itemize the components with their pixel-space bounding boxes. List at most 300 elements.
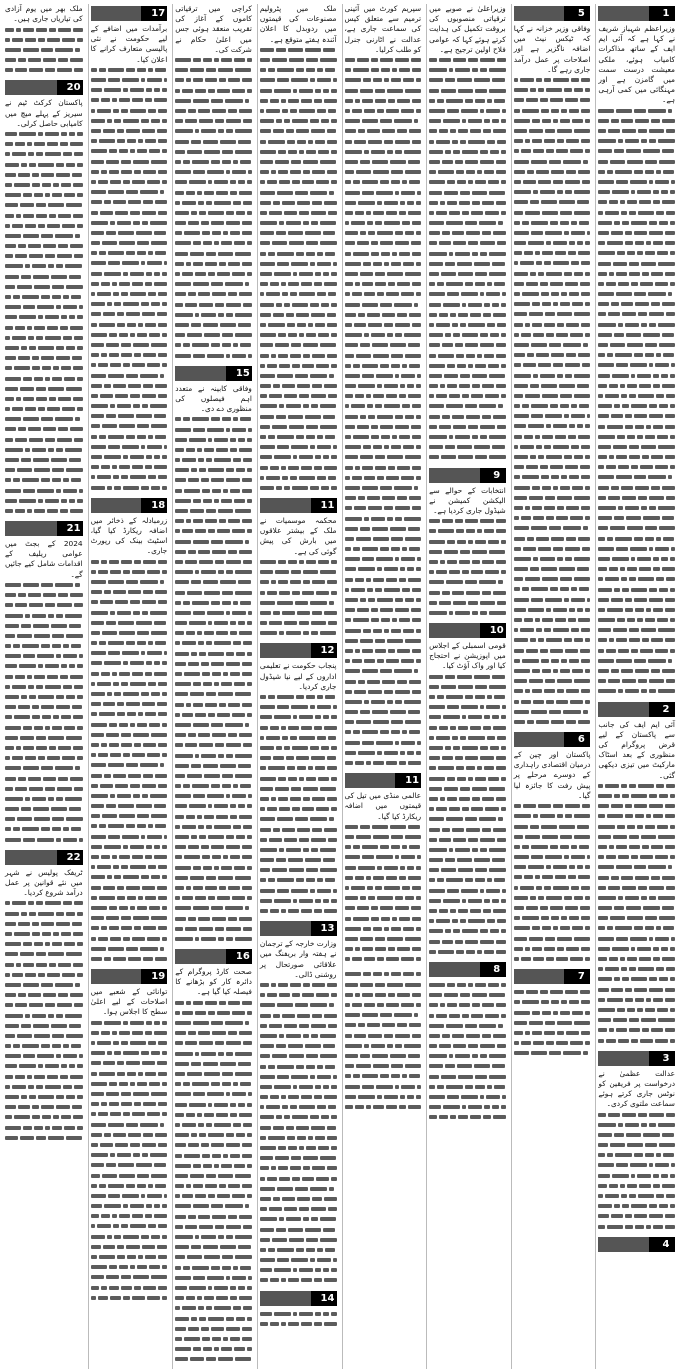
text-line — [598, 218, 675, 228]
text-line — [260, 598, 337, 608]
text-line — [345, 564, 422, 574]
text-line — [5, 353, 83, 363]
text-line — [5, 733, 83, 743]
text-line — [598, 635, 675, 645]
article-header — [260, 643, 337, 658]
text-line — [260, 361, 337, 371]
text-line — [260, 814, 337, 824]
text-line — [598, 544, 675, 554]
text-line — [429, 432, 506, 442]
text-line — [345, 116, 422, 126]
text-line — [175, 320, 252, 330]
text-line — [514, 923, 591, 933]
text-line — [598, 320, 675, 330]
text-line — [345, 758, 422, 768]
text-line — [91, 320, 168, 330]
text-line — [598, 391, 675, 401]
text-line — [91, 350, 168, 360]
text-line — [175, 1008, 252, 1018]
text-line — [175, 557, 252, 567]
text-line — [345, 842, 422, 852]
article-number: 17 — [149, 6, 167, 21]
text-line — [345, 524, 422, 534]
text-line — [260, 238, 337, 248]
text-line — [260, 804, 337, 814]
article-text: عالمی منڈی میں تیل کی قیمتوں میں اضافہ ریکارڈ کیا گیا۔ — [344, 791, 422, 821]
text-line — [91, 1089, 168, 1099]
text-line — [91, 1211, 168, 1221]
text-line — [175, 1161, 252, 1171]
text-line — [175, 791, 252, 801]
article-text: توانائی کے شعبے میں اصلاحات کے لیے اعلیٰ سطح کا اجلاس ہوا۔ — [90, 987, 168, 1017]
text-line — [429, 238, 506, 248]
text-line — [175, 1130, 252, 1140]
text-line — [175, 1079, 252, 1089]
text-line — [514, 852, 591, 862]
text-line — [429, 702, 506, 712]
text-line — [91, 1252, 168, 1262]
header-bar — [5, 521, 57, 536]
text-line — [260, 320, 337, 330]
text-line — [5, 1000, 83, 1010]
text-line — [514, 513, 591, 523]
text-line — [175, 1242, 252, 1252]
text-line — [429, 804, 506, 814]
text-line — [514, 350, 591, 360]
article-number: 11 — [319, 498, 337, 513]
text-line — [91, 207, 168, 217]
article-header — [429, 962, 506, 977]
text-line — [429, 330, 506, 340]
text-line — [175, 998, 252, 1008]
text-line — [514, 493, 591, 503]
text-line — [91, 842, 168, 852]
text-line — [514, 1038, 591, 1048]
text-line — [260, 875, 337, 885]
text-line — [5, 424, 83, 434]
text-line — [429, 371, 506, 381]
text-line — [91, 136, 168, 146]
text-line — [260, 96, 337, 106]
text-line — [598, 330, 675, 340]
text-line — [345, 493, 422, 503]
text-line — [345, 852, 422, 862]
text-line — [175, 228, 252, 238]
text-line — [598, 801, 675, 811]
text-line — [429, 763, 506, 773]
text-line — [429, 794, 506, 804]
text-line — [175, 238, 252, 248]
text-line — [514, 903, 591, 913]
text-line — [429, 361, 506, 371]
text-line — [5, 1021, 83, 1031]
text-line — [260, 1204, 337, 1214]
text-line — [260, 137, 337, 147]
text-line — [429, 75, 506, 85]
text-line — [5, 180, 83, 190]
text-line — [5, 610, 83, 620]
article-block — [260, 4, 337, 493]
text-line — [5, 149, 83, 159]
text-line — [91, 720, 168, 730]
text-line — [345, 198, 422, 208]
text-line — [514, 1018, 591, 1028]
text-line — [345, 687, 422, 697]
text-line — [5, 980, 83, 990]
text-line — [91, 146, 168, 156]
text-line — [260, 1010, 337, 1020]
text-line — [345, 615, 422, 625]
text-line — [429, 259, 506, 269]
text-line — [175, 1181, 252, 1191]
text-line — [598, 862, 675, 872]
text-line — [175, 689, 252, 699]
text-line — [345, 208, 422, 218]
text-line — [175, 1222, 252, 1232]
article-block — [5, 4, 83, 75]
text-line — [598, 371, 675, 381]
header-bar — [175, 366, 226, 381]
text-line — [91, 954, 168, 964]
text-line — [260, 1133, 337, 1143]
text-line — [429, 452, 506, 462]
text-line — [429, 824, 506, 834]
text-line — [5, 1112, 83, 1122]
text-line — [514, 811, 591, 821]
text-line — [429, 896, 506, 906]
text-line — [260, 371, 337, 381]
text-line — [175, 883, 252, 893]
text-line — [175, 486, 252, 496]
text-line — [260, 1153, 337, 1163]
text-line — [91, 1160, 168, 1170]
text-line — [514, 432, 591, 442]
text-line — [175, 1283, 252, 1293]
text-line — [5, 600, 83, 610]
text-line — [598, 1171, 675, 1181]
article-block — [260, 498, 337, 638]
text-line — [91, 1150, 168, 1160]
article-number: 14 — [319, 1291, 337, 1306]
text-line — [91, 309, 168, 319]
text-line — [345, 1031, 422, 1041]
article-block — [429, 4, 506, 463]
text-line — [175, 913, 252, 923]
article-text: وزیراعظم شہباز شریف نے کہا ہے کہ آئی ایم ایف کے ساتھ مذاکرات کامیاب ہوئے، ملکی معیشت درست سمت میں گامزن ہے اور مہنگائی میں کمی آرہی ہے۔ — [598, 24, 675, 105]
text-line — [91, 679, 168, 689]
text-line — [91, 1099, 168, 1109]
header-bar — [598, 6, 649, 21]
article-block — [598, 6, 675, 697]
text-line — [260, 1021, 337, 1031]
article-label — [311, 921, 319, 936]
article-text: وزیراعلیٰ نے صوبے میں ترقیاتی منصوبوں کی بروقت تکمیل کی ہدایت کرتے ہوئے کہا کہ عوامی فلاح اولین ترجیح ہے۔ — [429, 4, 506, 54]
text-line — [175, 75, 252, 85]
text-line — [91, 1048, 168, 1058]
text-line — [175, 903, 252, 913]
article-number: 3 — [657, 1051, 675, 1066]
text-line — [91, 432, 168, 442]
text-line — [514, 370, 591, 380]
text-line — [175, 350, 252, 360]
article-label — [57, 80, 65, 95]
text-line — [5, 414, 83, 424]
text-line — [175, 300, 252, 310]
text-line — [175, 1324, 252, 1334]
text-line — [429, 401, 506, 411]
text-line — [260, 1224, 337, 1234]
text-line — [5, 394, 83, 404]
text-line — [598, 503, 675, 513]
text-line — [345, 913, 422, 923]
text-line — [91, 1221, 168, 1231]
article-block — [598, 1237, 675, 1252]
header-bar — [5, 850, 57, 865]
text-line — [345, 361, 422, 371]
text-line — [260, 300, 337, 310]
text-line — [260, 126, 337, 136]
text-line — [91, 157, 168, 167]
text-line — [260, 1102, 337, 1112]
text-line — [5, 661, 83, 671]
text-line — [260, 198, 337, 208]
text-line — [429, 773, 506, 783]
article-block — [5, 850, 83, 1143]
text-line — [260, 422, 337, 432]
text-line — [260, 886, 337, 896]
text-line — [91, 177, 168, 187]
text-line — [260, 618, 337, 628]
text-line — [429, 320, 506, 330]
text-line — [91, 228, 168, 238]
text-line — [91, 442, 168, 452]
text-line — [514, 106, 591, 116]
text-line — [345, 238, 422, 248]
article-label — [649, 6, 657, 21]
text-line — [598, 564, 675, 574]
text-line — [429, 147, 506, 157]
text-line — [91, 699, 168, 709]
text-line — [514, 177, 591, 187]
text-line — [260, 463, 337, 473]
text-line — [5, 129, 83, 139]
article-text: سپریم کورٹ میں آئینی ترمیم سے متعلق کیس کی سماعت جاری ہے، عدالت نے اٹارنی جنرل کو طلب کرلیا۔ — [344, 4, 422, 54]
article-text: آئی ایم ایف کی جانب سے پاکستان کے لیے قرض پروگرام کی منظوری کے بعد اسٹاک مارکیٹ میں تیزی دیکھی گئی۔ — [598, 719, 675, 780]
text-line — [345, 636, 422, 646]
text-line — [514, 218, 591, 228]
text-line — [514, 686, 591, 696]
text-line — [5, 949, 83, 959]
article-label — [226, 366, 234, 381]
text-line — [514, 157, 591, 167]
article-block — [91, 498, 168, 964]
text-line — [91, 218, 168, 228]
text-line — [429, 875, 506, 885]
text-line — [175, 1140, 252, 1150]
article-block — [91, 6, 168, 493]
text-line — [514, 411, 591, 421]
text-line — [91, 597, 168, 607]
text-line — [175, 598, 252, 608]
text-line — [345, 626, 422, 636]
text-line — [175, 55, 252, 65]
text-line — [260, 567, 337, 577]
text-line — [429, 218, 506, 228]
article-text: کراچی میں ترقیاتی کاموں کے آغاز کی تقریب منعقد ہوئی جس میں اعلیٰ حکام نے شرکت کی۔ — [175, 4, 252, 54]
text-line — [514, 605, 591, 615]
text-line — [598, 116, 675, 126]
text-line — [91, 1181, 168, 1191]
text-line — [175, 924, 252, 934]
text-line — [598, 852, 675, 862]
text-line — [175, 1313, 252, 1323]
text-line — [429, 1082, 506, 1092]
text-line — [5, 24, 83, 34]
text-line — [345, 748, 422, 758]
text-line — [429, 712, 506, 722]
text-line — [5, 221, 83, 231]
text-line — [260, 1082, 337, 1092]
text-line — [514, 625, 591, 635]
text-line — [514, 832, 591, 842]
text-line — [91, 421, 168, 431]
text-line — [175, 126, 252, 136]
text-line — [345, 126, 422, 136]
text-line — [514, 248, 591, 258]
text-line — [429, 350, 506, 360]
text-line — [175, 659, 252, 669]
header-bar — [91, 969, 142, 984]
text-line — [345, 707, 422, 717]
text-line — [5, 590, 83, 600]
text-line — [514, 85, 591, 95]
text-line — [5, 651, 83, 661]
text-line — [345, 65, 422, 75]
text-line — [5, 1123, 83, 1133]
article-block — [429, 623, 506, 957]
header-bar — [598, 702, 649, 717]
text-line — [429, 784, 506, 794]
text-line — [260, 381, 337, 391]
text-line — [5, 580, 83, 590]
text-line — [345, 300, 422, 310]
text-line — [598, 177, 675, 187]
text-line — [598, 954, 675, 964]
text-line — [598, 686, 675, 696]
text-line — [345, 86, 422, 96]
text-line — [175, 1262, 252, 1272]
text-line — [175, 198, 252, 208]
text-line — [260, 835, 337, 845]
text-line — [598, 258, 675, 268]
text-line — [514, 421, 591, 431]
article-block — [345, 4, 422, 768]
text-line — [91, 567, 168, 577]
header-bar — [429, 623, 480, 638]
text-line — [91, 587, 168, 597]
text-line — [429, 289, 506, 299]
text-line — [5, 292, 83, 302]
text-line — [5, 343, 83, 353]
text-line — [91, 1018, 168, 1028]
header-bar — [514, 969, 565, 984]
text-line — [175, 577, 252, 587]
article-label — [57, 521, 65, 536]
text-line — [5, 1031, 83, 1041]
article-header — [598, 702, 675, 717]
text-line — [5, 1010, 83, 1020]
text-line — [429, 116, 506, 126]
text-line — [598, 595, 675, 605]
text-line — [345, 832, 422, 842]
text-line — [260, 187, 337, 197]
text-line — [5, 435, 83, 445]
text-line — [5, 200, 83, 210]
text-line — [429, 608, 506, 618]
text-line — [260, 1031, 337, 1041]
text-line — [598, 964, 675, 974]
text-line — [345, 371, 422, 381]
text-line — [345, 738, 422, 748]
text-line — [598, 1181, 675, 1191]
text-line — [598, 126, 675, 136]
text-line — [345, 503, 422, 513]
article-number: 21 — [65, 521, 83, 536]
text-line — [260, 733, 337, 743]
text-line — [91, 472, 168, 482]
text-line — [345, 534, 422, 544]
text-line — [91, 1028, 168, 1038]
text-line — [260, 177, 337, 187]
column-6 — [172, 4, 254, 1369]
text-line — [514, 391, 591, 401]
text-line — [598, 187, 675, 197]
text-line — [91, 126, 168, 136]
text-line — [5, 210, 83, 220]
text-line — [598, 208, 675, 218]
text-line — [5, 723, 83, 733]
header-bar — [260, 921, 311, 936]
text-line — [91, 791, 168, 801]
article-block — [429, 962, 506, 1123]
article-header — [5, 80, 83, 95]
text-line — [514, 646, 591, 656]
text-line — [514, 1028, 591, 1038]
text-line — [175, 1201, 252, 1211]
text-line — [514, 676, 591, 686]
text-line — [91, 483, 168, 493]
text-line — [5, 743, 83, 753]
article-label — [649, 702, 657, 717]
text-line — [429, 167, 506, 177]
text-line — [345, 96, 422, 106]
article-text: محکمہ موسمیات نے ملک کے بیشتر علاقوں میں بارش کی پیش گوئی کی ہے۔ — [259, 516, 337, 556]
text-line — [345, 1000, 422, 1010]
text-line — [429, 65, 506, 75]
text-line — [5, 1061, 83, 1071]
text-line — [345, 1071, 422, 1081]
article-number: 8 — [488, 962, 506, 977]
text-line — [345, 218, 422, 228]
text-line — [91, 95, 168, 105]
article-text: عدالت عظمیٰ نے درخواست پر فریقین کو نوٹس جاری کرتے ہوئے سماعت ملتوی کردی۔ — [598, 1068, 675, 1109]
text-line — [91, 607, 168, 617]
text-line — [260, 310, 337, 320]
text-line — [91, 852, 168, 862]
article-header — [514, 6, 591, 21]
text-line — [91, 411, 168, 421]
header-bar — [5, 80, 57, 95]
